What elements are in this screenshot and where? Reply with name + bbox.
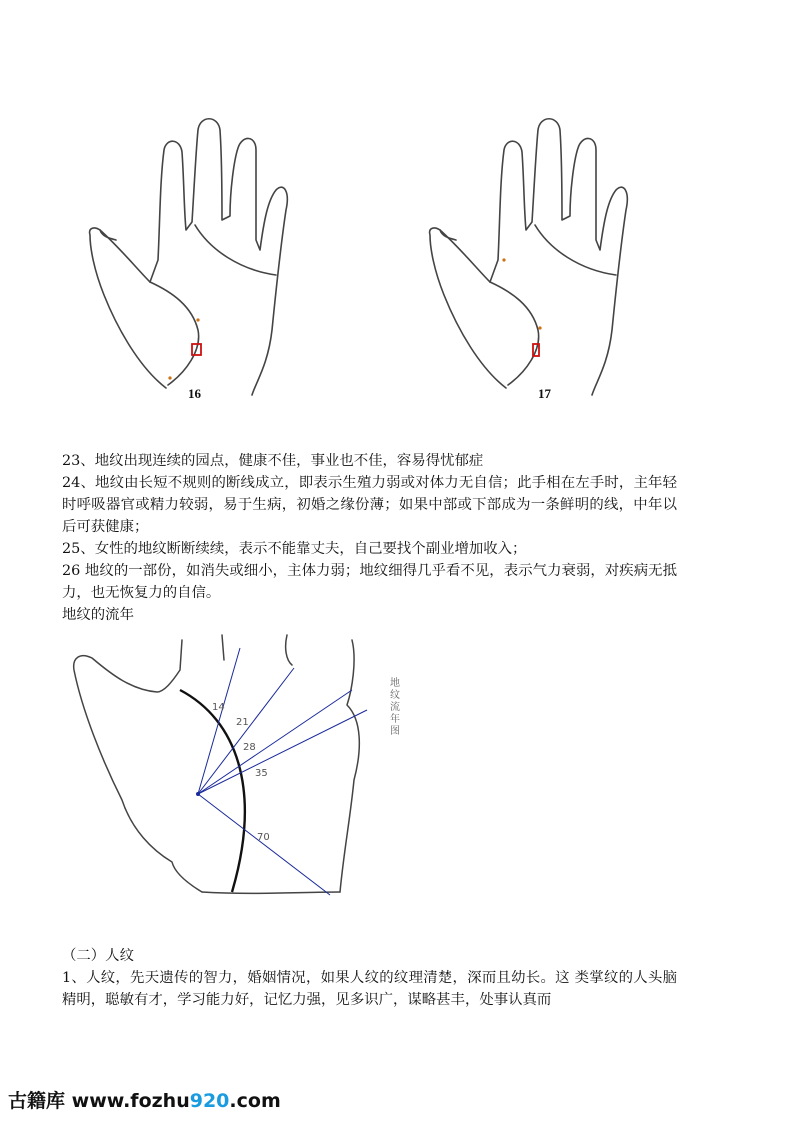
age-label-21: 21	[236, 717, 249, 728]
heart-line	[535, 225, 616, 275]
marker-dot	[538, 326, 541, 329]
footer-url[interactable]: www.fozhu920.com	[71, 1090, 281, 1112]
figure-label: 17	[538, 386, 551, 401]
age-label-14: 14	[212, 702, 225, 713]
paragraph-26: 26 地纹的一部份，如消失或细小，主体力弱；地纹细得几乎看不见，表示气力衰弱，对疾病无抵力，也无恢复力的自信。	[62, 563, 677, 601]
heart-line	[195, 225, 276, 275]
age-label-70: 70	[257, 832, 270, 843]
hand-outline	[74, 635, 360, 892]
paragraph-23: 23、地纹出现连续的园点，健康不佳，事业也不佳，容易得忧郁症	[62, 453, 484, 469]
age-ray	[198, 648, 240, 794]
head-line	[490, 282, 539, 385]
head-line	[150, 282, 199, 385]
footer-watermark	[8, 1086, 281, 1113]
hand-figure-16	[80, 110, 290, 405]
figure-label: 16	[188, 386, 201, 401]
section2-block	[62, 967, 677, 1011]
hand-outline	[430, 119, 628, 395]
age-rays	[198, 648, 367, 895]
marker-dot	[502, 258, 505, 261]
footer-brand-name: 古籍库	[8, 1090, 66, 1112]
section2-heading: （二）人纹	[62, 948, 134, 964]
marker-dot	[196, 318, 199, 321]
section2-paragraph: 1、人纹，先天遗传的智力，婚姻情况，如果人纹的纹理清楚，深而且幼长。这 类掌纹的人头脑精明，聪敏有才，学习能力好，记忆力强，见多识广，谋略甚丰，处事认真而	[62, 970, 677, 1008]
body-text-block	[62, 450, 677, 626]
section-heading: 地纹的流年	[62, 607, 134, 623]
age-ray	[198, 668, 294, 794]
age-label-35: 35	[255, 768, 268, 779]
age-ray	[198, 794, 330, 895]
marker-dot	[168, 376, 171, 379]
paragraph-24: 24、地纹由长短不规则的断线成立，即表示生殖力弱或对体力无自信；此手相在左手时，主年轻时呼吸器官或精力较弱，易于生病，初婚之缘份薄；如果中部或下部成为一条鲜明的线，中年以后可获健康；	[62, 475, 677, 535]
age-ray	[198, 710, 367, 794]
life-line-age-chart	[62, 630, 387, 900]
hand-outline	[90, 119, 288, 395]
hand-figure-17	[420, 110, 630, 405]
age-label-28: 28	[243, 742, 256, 753]
paragraph-25: 25、女性的地纹断断续续，表示不能靠丈夫，自己要找个副业增加收入；	[62, 541, 527, 557]
wrist-line	[202, 892, 340, 893]
chart-title: 地纹流年图	[390, 678, 400, 737]
